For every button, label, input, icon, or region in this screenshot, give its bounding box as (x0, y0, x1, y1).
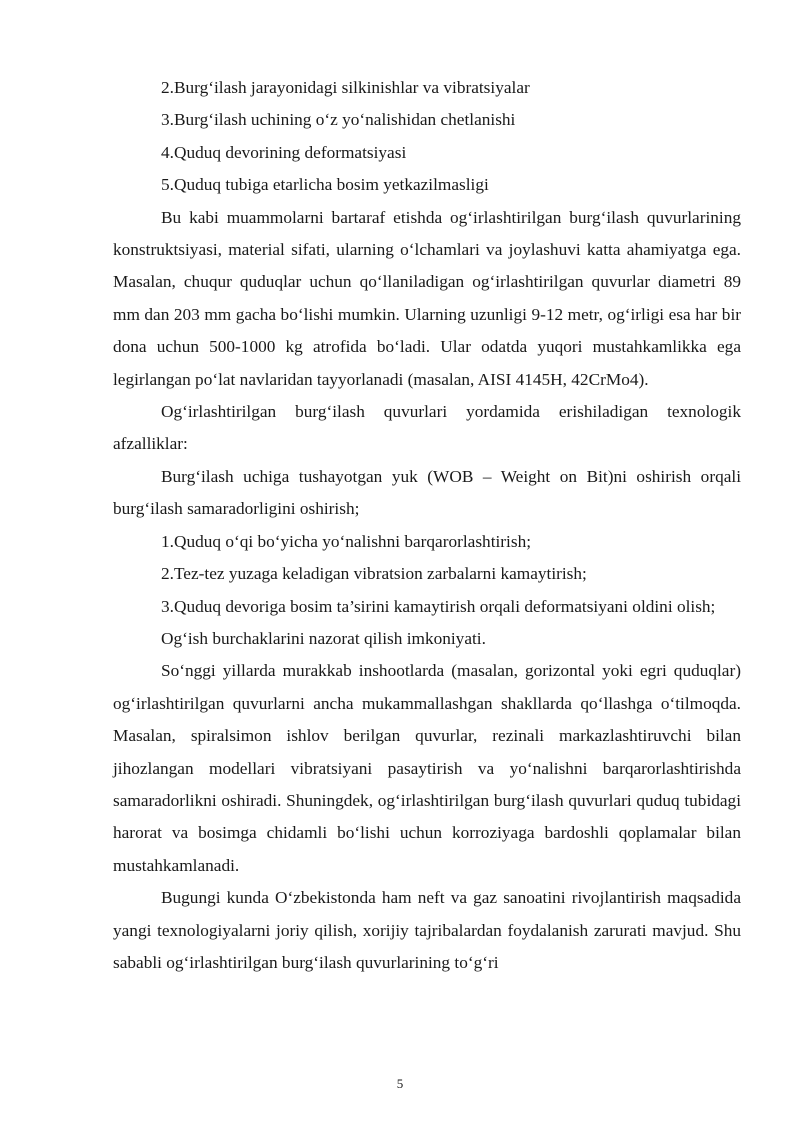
page-number: 5 (396, 1076, 404, 1091)
paragraph-pipe-specs: Bu kabi muammolarni bartaraf etishda og‘irlashtirilgan burg‘ilash quvurlarining konstruktsiyasi, material sifati, ularning o‘lchamlari va joylashuvi katta ahamiyatga ega. Masalan, chuqur quduqlar uchun qo‘llaniladigan og‘irlashtirilgan quvurlar diametri 89 mm dan 203 mm gacha bo‘lishi mumkin. Ularning uzunligi 9-12 metr, og‘irligi esa har bir dona uchun 500-1000 kg atrofida bo‘ladi. Ular odatda yuqori mustahkamlikka ega legirlangan po‘lat navlaridan tayyorlanadi (masalan, AISI 4145H, 42CrMo4). (113, 207, 741, 389)
list-item-axis-stabilization: 1.Quduq o‘qi bo‘yicha yo‘nalishni barqarorlashtirish; (161, 531, 532, 551)
paragraph-uzbekistan: Bugungi kunda O‘zbekistonda ham neft va gaz sanoatini rivojlantirish maqsadida yangi texnologiyalarni joriy qilish, xorijiy tajribalardan foydalanish zarurati mavjud. Shu sababli og‘irlashtirilgan burg‘ilash quvurlarining to‘g‘ri (113, 888, 741, 972)
page-body (113, 72, 741, 979)
list-item-bit-deviation: 3.Burg‘ilash uchining o‘z yo‘nalishidan chetlanishi (161, 110, 516, 130)
paragraph-wob: Burg‘ilash uchiga tushayotgan yuk (WOB – Weight on Bit)ni oshirish orqali burg‘ilash samaradorligini oshirish; (113, 466, 741, 519)
list-item-vibration-reduction: 2.Tez-tez yuzaga keladigan vibratsion zarbalarni kamaytirish; (161, 564, 587, 584)
list-item-wall-pressure: 3.Quduq devoriga bosim ta’sirini kamaytirish orqali deformatsiyani oldini olish; (161, 596, 716, 616)
paragraph-deviation-control: Og‘ish burchaklarini nazorat qilish imkoniyati. (161, 628, 486, 648)
list-item-bottom-pressure: 5.Quduq tubiga etarlicha bosim yetkazilmasligi (161, 175, 489, 195)
paragraph-recent-years: So‘nggi yillarda murakkab inshootlarda (masalan, gorizontal yoki egri quduqlar) og‘irlashtirilgan quvurlarni ancha mukammallashgan shakllarda qo‘llashga o‘tilmoqda. Masalan, spiralsimon ishlov berilgan quvurlar, rezinali markazlashtiruvchi bilan jihozlangan modellari vibratsiyani pasaytirish va yo‘nalishni barqarorlashtirishda samaradorlikni oshiradi. Shuningdek, og‘irlashtirilgan burg‘ilash quvurlari quduq tubidagi harorat va bosimga chidamli bo‘lishi uchun korroziyaga bardoshli qoplamalar bilan mustahkamlanadi. (113, 661, 741, 875)
paragraph-advantages-intro: Og‘irlashtirilgan burg‘ilash quvurlari yordamida erishiladigan texnologik afzalliklar: (113, 402, 741, 454)
list-item-wall-deformation: 4.Quduq devorining deformatsiyasi (161, 142, 407, 162)
list-item-vibrations: 2.Burg‘ilash jarayonidagi silkinishlar va vibratsiyalar (161, 78, 530, 97)
